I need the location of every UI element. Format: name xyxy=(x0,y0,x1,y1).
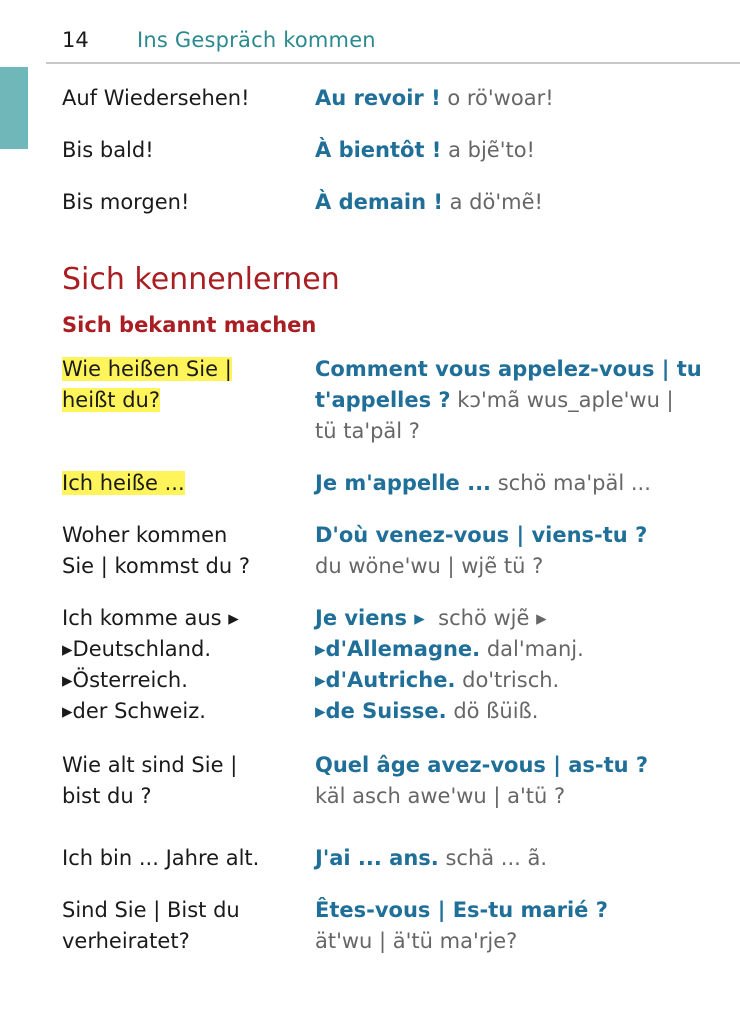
french-text: Comment vous appelez-vous | tu xyxy=(315,357,702,381)
german-text: Wie alt sind Sie | xyxy=(62,753,238,777)
french-phrase-line xyxy=(315,187,543,218)
french-text: Je viens ▸ xyxy=(315,606,425,630)
french-phrase-line xyxy=(315,83,554,114)
german-phrase xyxy=(62,354,232,416)
german-text: Ich komme aus ▸ xyxy=(62,606,239,630)
french-phrase: Au revoir ! xyxy=(315,86,441,110)
pronunciation: dö ßüiß. xyxy=(453,699,539,723)
french-text: ▸d'Autriche. xyxy=(315,668,456,692)
section-title: Sich kennenlernen xyxy=(62,262,340,297)
page-header xyxy=(62,28,682,56)
pronunciation: schö ma'päl ... xyxy=(497,471,651,495)
pronunciation: a dö'mẽ! xyxy=(449,190,543,214)
german-text: Sie | kommst du ? xyxy=(62,554,250,578)
german-phrase: Bis bald! xyxy=(62,138,154,162)
pronunciation: kɔ'mã wus_aple'wu | xyxy=(457,388,674,412)
chapter-tab-marker xyxy=(0,67,28,149)
french-text: ▸de Suisse. xyxy=(315,699,447,723)
german-phrase: Ich bin ... Jahre alt. xyxy=(62,846,260,870)
french-phrase-line xyxy=(315,843,547,874)
german-phrase: Auf Wiedersehen! xyxy=(62,86,250,110)
pronunciation: a bjẽ'to! xyxy=(448,138,535,162)
french-phrase xyxy=(315,520,647,582)
highlighted-text: Wie heißen Sie | xyxy=(62,357,232,381)
french-phrase: À demain ! xyxy=(315,190,443,214)
german-phrase xyxy=(62,895,240,957)
french-text: Je m'appelle ... xyxy=(315,471,492,495)
french-text: t'appelles ? xyxy=(315,388,451,412)
pronunciation: käl asch awe'wu | a'tü ? xyxy=(315,784,566,808)
french-phrase xyxy=(315,603,584,727)
pronunciation: o rö'woar! xyxy=(447,86,554,110)
pronunciation: dal'manj. xyxy=(486,637,584,661)
french-text: Êtes-vous | Es-tu marié ? xyxy=(315,898,608,922)
german-text: Woher kommen xyxy=(62,523,228,547)
german-phrase xyxy=(62,520,250,582)
pronunciation: do'trisch. xyxy=(462,668,560,692)
french-phrase xyxy=(315,750,648,812)
german-text: verheiratet? xyxy=(62,929,190,953)
german-text: bist du ? xyxy=(62,784,152,808)
page-number: 14 xyxy=(62,28,89,52)
german-text: ▸Deutschland. xyxy=(62,637,211,661)
pronunciation: schö wjẽ ▸ xyxy=(438,606,547,630)
french-text: J'ai ... ans. xyxy=(315,846,439,870)
german-text: Sind Sie | Bist du xyxy=(62,898,240,922)
german-phrase: Bis morgen! xyxy=(62,190,190,214)
german-text: ▸Österreich. xyxy=(62,668,188,692)
pronunciation: schä ... ã. xyxy=(445,846,548,870)
header-divider xyxy=(46,62,740,64)
french-text: D'où venez-vous | viens-tu ? xyxy=(315,523,648,547)
german-phrase xyxy=(62,603,239,727)
french-text: Quel âge avez-vous | as-tu ? xyxy=(315,753,649,777)
highlighted-text: heißt du? xyxy=(62,388,160,412)
french-phrase-line xyxy=(315,468,651,499)
french-phrase: À bientôt ! xyxy=(315,138,442,162)
chapter-title: Ins Gespräch kommen xyxy=(137,28,376,52)
pronunciation: du wöne'wu | wjẽ tü ? xyxy=(315,554,544,578)
german-phrase xyxy=(62,750,237,812)
subsection-title: Sich bekannt machen xyxy=(62,313,317,337)
french-phrase xyxy=(315,895,608,957)
french-text: ▸d'Allemagne. xyxy=(315,637,481,661)
pronunciation: tü ta'päl ? xyxy=(315,419,420,443)
pronunciation: ät'wu | ä'tü ma'rje? xyxy=(315,929,518,953)
german-phrase xyxy=(62,468,185,499)
german-text: ▸der Schweiz. xyxy=(62,699,206,723)
french-phrase xyxy=(315,354,702,447)
highlighted-text: Ich heiße ... xyxy=(62,471,185,495)
french-phrase-line xyxy=(315,135,535,166)
